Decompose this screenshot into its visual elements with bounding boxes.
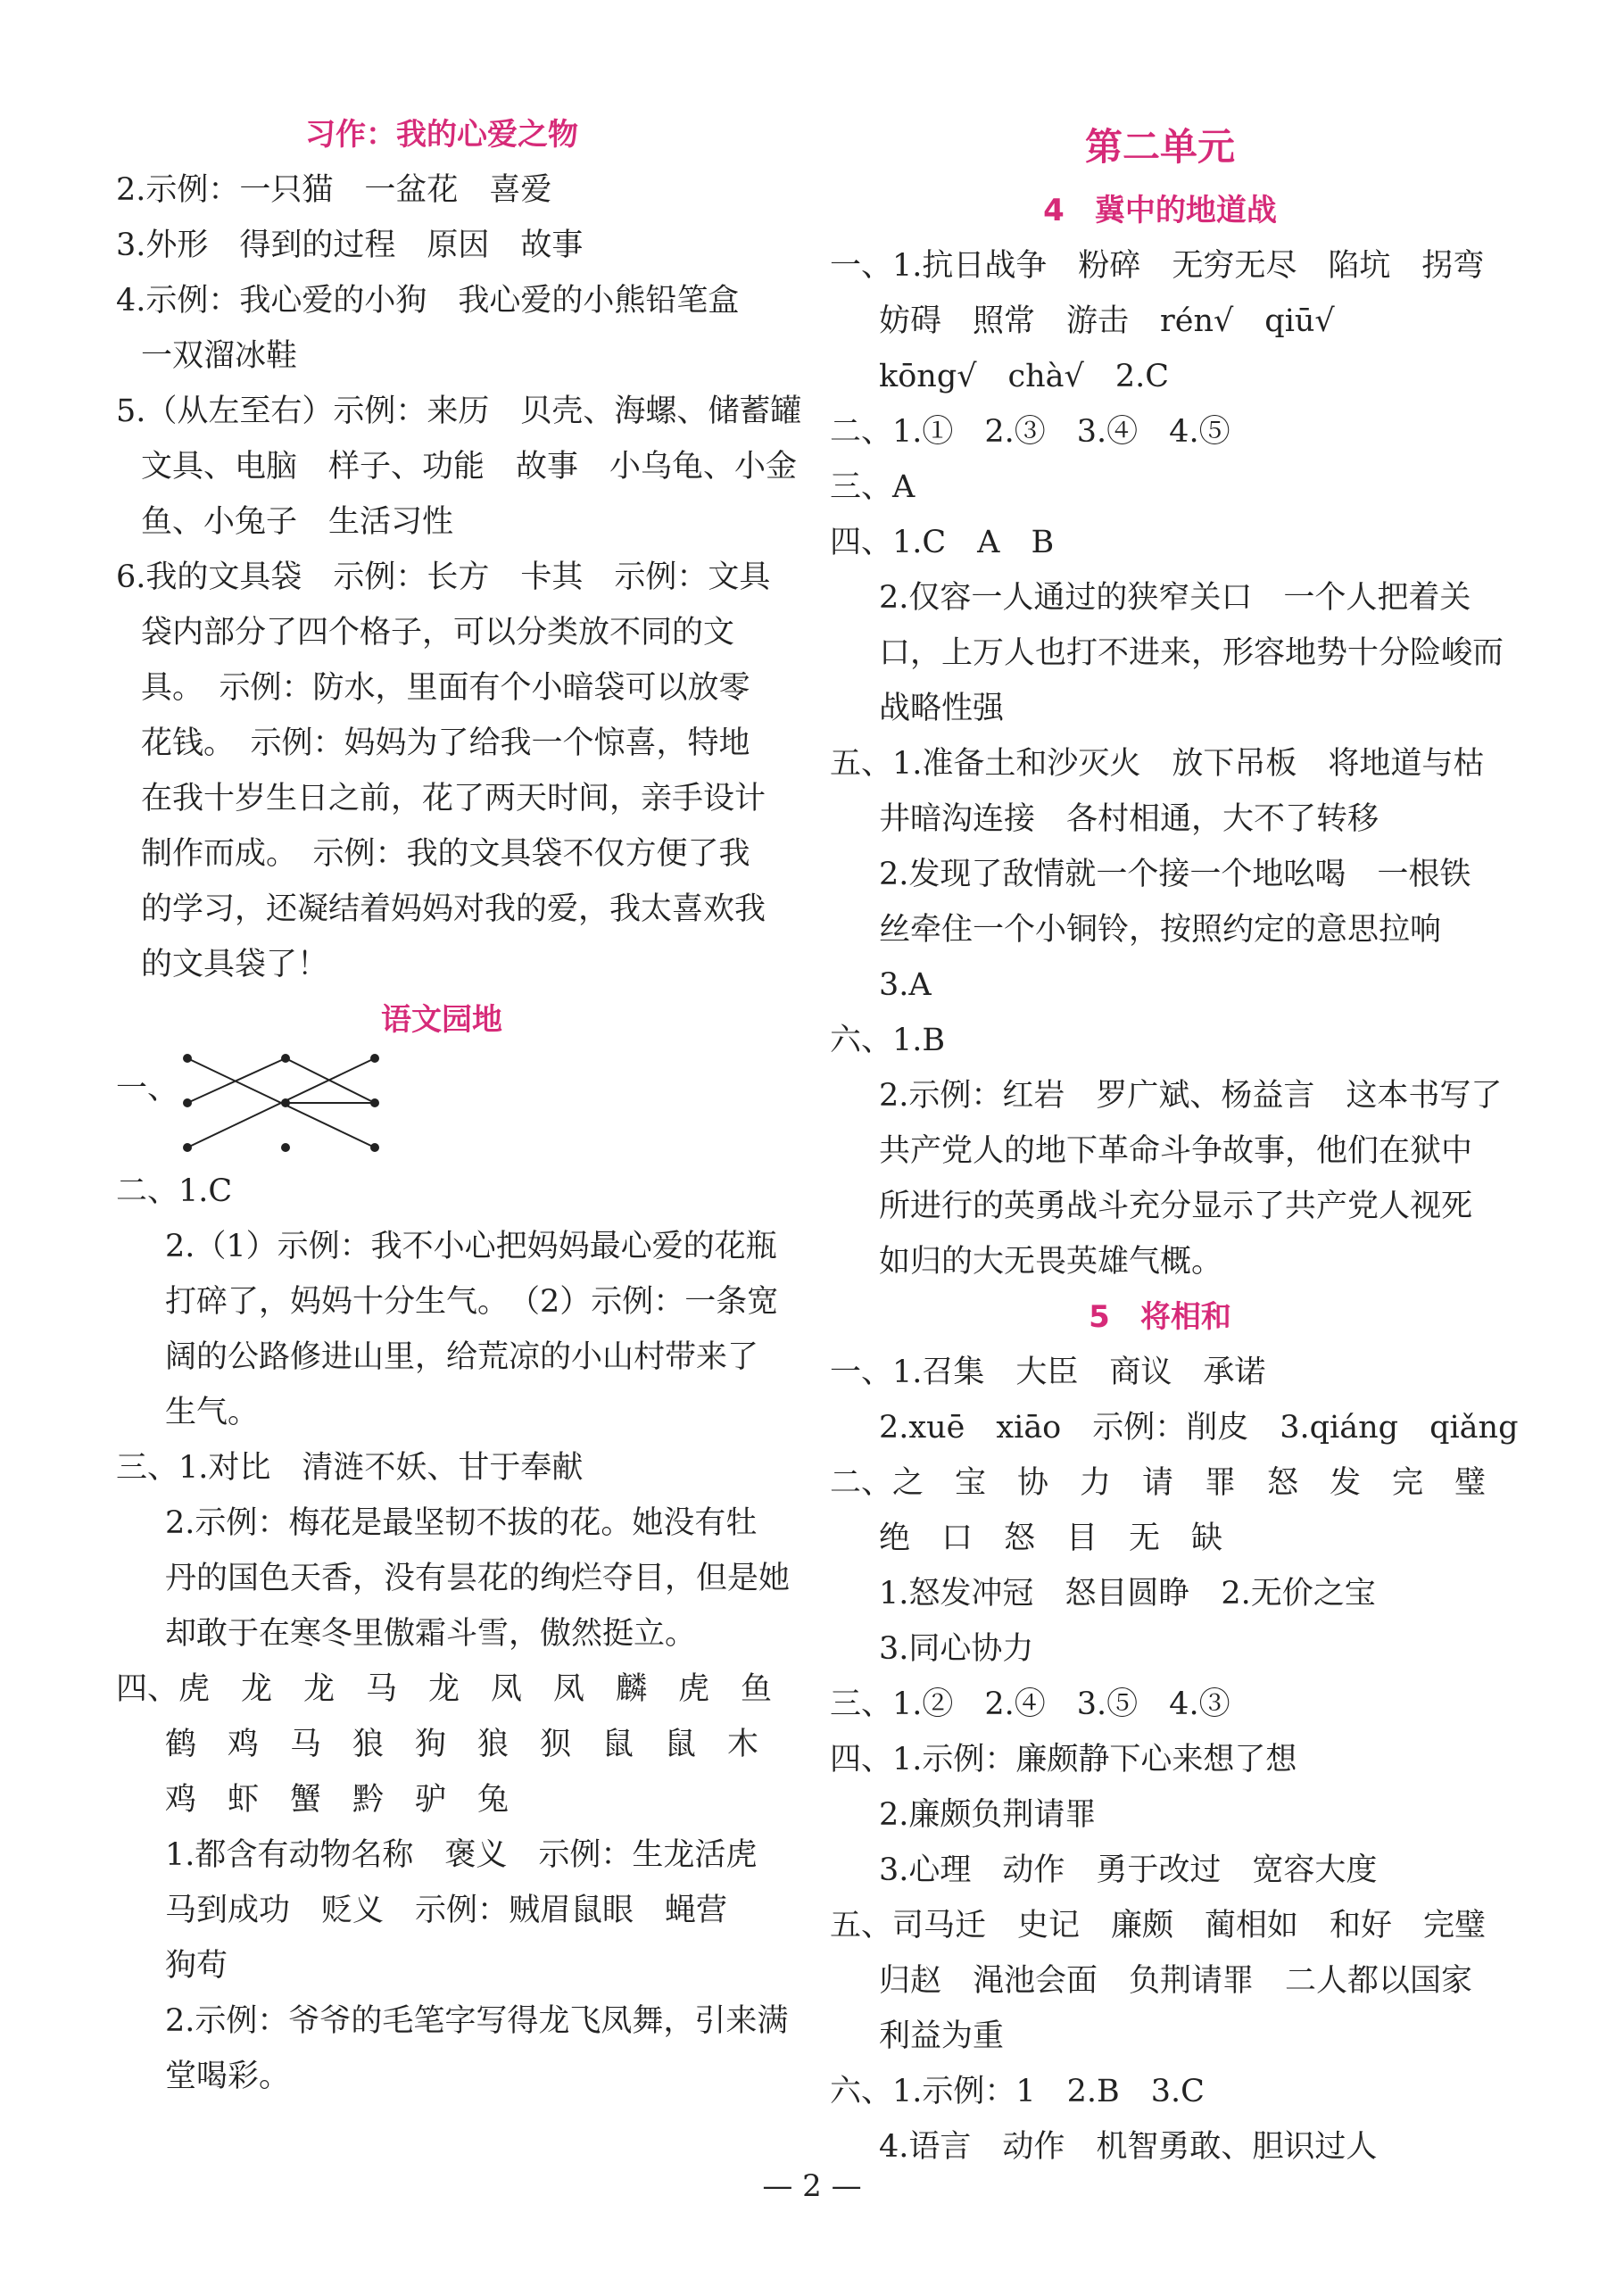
section-heading-yuwenyuandi: 语文园地 xyxy=(381,1002,502,1038)
answer-line: 2.发现了敌情就一个接一个地吆喝 一根铁 xyxy=(879,857,1471,892)
answer-line: 2.仅容一人通过的狭窄关口 一个人把着关 xyxy=(879,580,1471,616)
answer-line: 四、1.C A B xyxy=(830,525,1055,560)
answer-line: 一、1.抗日战争 粉碎 无穷无尽 陷坑 拐弯 xyxy=(830,248,1485,284)
answer-line: 3.同心协力 xyxy=(879,1631,1034,1667)
match-label: 一、 xyxy=(116,1071,179,1106)
answer-line: 3.A xyxy=(879,967,932,1003)
answer-line: 口，上万人也打不进来，形容地势十分险峻而 xyxy=(879,635,1504,671)
left-lines-1 xyxy=(116,162,802,992)
answer-line: 共产党人的地下革命斗争故事，他们在狱中 xyxy=(879,1133,1473,1169)
answer-line: 四、1.示例：廉颇静下心来想了想 xyxy=(830,1742,1297,1777)
answer-line: 六、1.示例：1 2.B 3.C xyxy=(830,2074,1205,2109)
answer-line: 一、1.召集 大臣 商议 承诺 xyxy=(830,1355,1266,1390)
answer-line: 如归的大无畏英雄气概。 xyxy=(879,1244,1223,1280)
answer-line: 4.示例：我心爱的小狗 我心爱的小熊铅笔盒 xyxy=(116,283,740,319)
answer-line: 堂喝彩。 xyxy=(165,2059,291,2094)
answer-line: 1.都含有动物名称 褒义 示例：生龙活虎 xyxy=(165,1837,758,1873)
answer-line: 归赵 渑池会面 负荆请罪 二人都以国家 xyxy=(879,1963,1473,1999)
answer-line: 马到成功 贬义 示例：贼眉鼠眼 蝇营 xyxy=(165,1893,728,1928)
answer-line: 4.语言 动作 机智勇敢、胆识过人 xyxy=(879,2129,1378,2165)
right-lines-2 xyxy=(830,1345,1519,2175)
lesson-heading-4: 4 冀中的地道战 xyxy=(1043,193,1277,228)
answer-line: 一双溜冰鞋 xyxy=(141,338,298,374)
answer-line: 鱼、小兔子 生活习性 xyxy=(141,504,454,540)
answer-line: 丝牵住一个小铜铃，按照约定的意思拉响 xyxy=(879,912,1442,948)
section-heading-xizuo: 习作：我的心爱之物 xyxy=(305,117,578,153)
answer-line: 花钱。 示例：妈妈为了给我一个惊喜，特地 xyxy=(141,725,750,761)
answer-line: 的学习，还凝结着妈妈对我的爱，我太喜欢我 xyxy=(141,891,766,927)
answer-line: 文具、电脑 样子、功能 故事 小乌龟、小金 xyxy=(141,449,798,485)
unit-title: 第二单元 xyxy=(1084,125,1235,169)
matching-diagram xyxy=(116,1048,767,1164)
answer-line: 6.我的文具袋 示例：长方 卡其 示例：文具 xyxy=(116,559,771,595)
answer-line: 六、1.B xyxy=(830,1023,946,1058)
answer-line: 生气。 xyxy=(165,1395,260,1430)
answer-line: 井暗沟连接 各村相通，大不了转移 xyxy=(879,801,1380,837)
answer-line: 二、1.① 2.③ 3.④ 4.⑤ xyxy=(830,414,1230,450)
answer-line: 三、1.对比 清涟不妖、甘于奉献 xyxy=(116,1450,584,1486)
answer-line: 狗苟 xyxy=(165,1948,228,1984)
right-lines-1 xyxy=(830,238,1504,1289)
lesson-heading-5: 5 将相和 xyxy=(1089,1299,1231,1335)
answer-line: 袋内部分了四个格子，可以分类放不同的文 xyxy=(141,615,735,650)
left-lines-2 xyxy=(116,1164,791,2104)
answer-line: 5.（从左至右）示例：来历 贝壳、海螺、储蓄罐 xyxy=(116,394,802,429)
answer-line: 2.示例：梅花是最坚韧不拔的花。她没有牡 xyxy=(165,1505,758,1541)
answer-line: 鹤 鸡 马 狼 狗 狼 狈 鼠 鼠 木 xyxy=(165,1727,759,1762)
answer-line: 打碎了，妈妈十分生气。 （2）示例：一条宽 xyxy=(165,1284,779,1320)
answer-line: 在我十岁生日之前，花了两天时间，亲手设计 xyxy=(141,781,766,816)
answer-line: 2.xuē xiāo 示例：削皮 3.qiáng qiǎng xyxy=(879,1410,1519,1446)
answer-line: 2.廉颇负荆请罪 xyxy=(879,1797,1097,1833)
answer-line: 的文具袋了！ xyxy=(141,947,329,982)
answer-line: 二、1.C xyxy=(116,1173,233,1209)
left-column xyxy=(116,107,802,2104)
answer-line: 阔的公路修进山里，给荒凉的小山村带来了 xyxy=(165,1339,759,1375)
answer-line: 三、A xyxy=(830,469,916,505)
answer-line: 2.（1）示例：我不小心把妈妈最心爱的花瓶 xyxy=(165,1229,777,1264)
matching-lines-diagram xyxy=(170,1048,384,1164)
answer-line: 丹的国色天香，没有昙花的绚烂夺目，但是她 xyxy=(165,1561,791,1596)
answer-line: 二、之 宝 协 力 请 罪 怒 发 完 璧 xyxy=(830,1465,1487,1501)
answer-line: 制作而成。 示例：我的文具袋不仅方便了我 xyxy=(141,836,750,872)
answer-line: 五、1.准备土和沙灭火 放下吊板 将地道与枯 xyxy=(830,746,1485,782)
answer-line: 四、虎 龙 龙 马 龙 凤 凤 麟 虎 鱼 xyxy=(116,1671,773,1707)
answer-line: 1.怒发冲冠 怒目圆睁 2.无价之宝 xyxy=(879,1576,1376,1612)
answer-line: 2.示例：爷爷的毛笔字写得龙飞凤舞，引来满 xyxy=(165,2003,789,2039)
answer-line: 却敢于在寒冬里傲霜斗雪，傲然挺立。 xyxy=(165,1616,697,1652)
answer-line: 妨碍 照常 游击 rén√ qiū√ xyxy=(879,303,1335,339)
answer-line: kōng√ chà√ 2.C xyxy=(879,359,1170,394)
page-number: — 2 — xyxy=(762,2168,862,2204)
answer-line: 绝 口 怒 目 无 缺 xyxy=(879,1521,1223,1556)
answer-line: 3.外形 得到的过程 原因 故事 xyxy=(116,228,584,263)
answer-line: 2.示例：一只猫 一盆花 喜爱 xyxy=(116,172,552,208)
answer-line: 3.心理 动作 勇于改过 宽容大度 xyxy=(879,1852,1378,1888)
answer-line: 所进行的英勇战斗充分显示了共产党人视死 xyxy=(879,1189,1473,1224)
answer-line: 具。 示例：防水，里面有个小暗袋可以放零 xyxy=(141,670,750,706)
right-column xyxy=(830,112,1519,2175)
answer-line: 战略性强 xyxy=(879,691,1005,726)
answer-line: 利益为重 xyxy=(879,2018,1005,2054)
answer-line: 2.示例：红岩 罗广斌、杨益言 这本书写了 xyxy=(879,1078,1503,1114)
answer-line: 鸡 虾 蟹 黔 驴 兔 xyxy=(165,1782,510,1818)
answer-line: 五、司马迁 史记 廉颇 蔺相如 和好 完璧 xyxy=(830,1908,1487,1943)
answer-line: 三、1.② 2.④ 3.⑤ 4.③ xyxy=(830,1686,1230,1722)
